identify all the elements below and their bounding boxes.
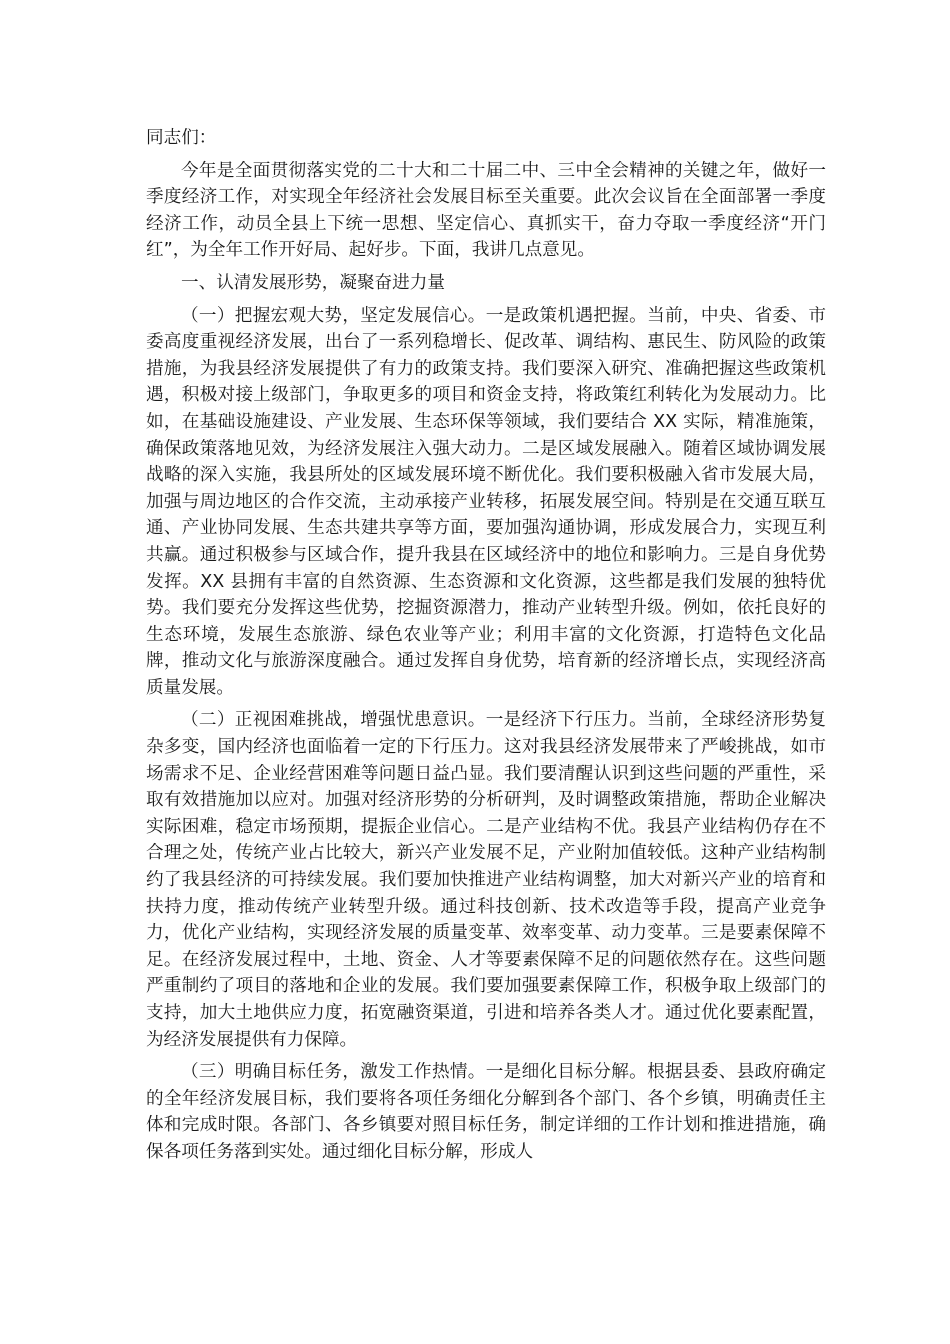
- intro-paragraph: 今年是全面贯彻落实党的二十大和二十届二中、三中全会精神的关键之年，做好一季度经济工作，对实现全年经济社会发展目标至关重要。此次会议旨在全面部署一季度经济工作，动员全县上下统一思想、坚定信心、真抓实干，奋力夺取一季度经济“开门红”，为全年工作开好局、起好步。下面，我讲几点意见。: [146, 160, 826, 261]
- section-heading: 一、认清发展形势，凝聚奋进力量: [181, 272, 445, 293]
- document-page: [146, 125, 826, 1172]
- paragraph-2: （二）正视困难挑战，增强忧患意识。一是经济下行压力。当前，全球经济形势复杂多变，国内经济也面临着一定的下行压力。这对我县经济发展带来了严峻挑战，如市场需求不足、企业经营困难等问题日益凸显。我们要清醒认识到这些问题的严重性，采取有效措施加以应对。加强对经济形势的分析研判，及时调整政策措施，帮助企业解决实际困难，稳定市场预期，提振企业信心。二是产业结构不优。我县产业结构仍存在不合理之处，传统产业占比较大，新兴产业发展不足，产业附加值较低。这种产业结构制约了我县经济的可持续发展。我们要加快推进产业结构调整，加大对新兴产业的培育和扶持力度，推动传统产业转型升级。通过科技创新、技术改造等手段，提高产业竞争力，优化产业结构，实现经济发展的质量变革、效率变革、动力变革。三是要素保障不足。在经济发展过程中，土地、资金、人才等要素保障不足的问题依然存在。这些问题严重制约了项目的落地和企业的发展。我们要加强要素保障工作，积极争取上级部门的支持，加大土地供应力度，拓宽融资渠道，引进和培养各类人才。通过优化要素配置，为经济发展提供有力保障。: [146, 710, 826, 1050]
- paragraph-1: （一）把握宏观大势，坚定发展信心。一是政策机遇把握。当前，中央、省委、市委高度重视经济发展，出台了一系列稳增长、促改革、调结构、惠民生、防风险的政策措施，为我县经济发展提供了有力的政策支持。我们要深入研究、准确把握这些政策机遇，积极对接上级部门，争取更多的项目和资金支持，将政策红利转化为发展动力。比如，在基础设施建设、产业发展、生态环保等领域，我们要结合 XX 实际，精准施策，确保政策落地见效，为经济发展注入强大动力。二是区域发展融入。随着区域协调发展战略的深入实施，我县所处的区域发展环境不断优化。我们要积极融入省市发展大局，加强与周边地区的合作交流，主动承接产业转移，拓展发展空间。特别是在交通互联互通、产业协同发展、生态共建共享等方面，要加强沟通协调，形成发展合力，实现互利共赢。通过积极参与区域合作，提升我县在区域经济中的地位和影响力。三是自身优势发挥。XX 县拥有丰富的自然资源、生态资源和文化资源，这些都是我们发展的独特优势。我们要充分发挥这些优势，挖掘资源潜力，推动产业转型升级。例如，依托良好的生态环境，发展生态旅游、绿色农业等产业；利用丰富的文化资源，打造特色文化品牌，推动文化与旅游深度融合。通过发挥自身优势，培育新的经济增长点，实现经济高质量发展。: [146, 305, 826, 698]
- greeting: 同志们：: [146, 128, 217, 148]
- paragraph-3: （三）明确目标任务，激发工作热情。一是细化目标分解。根据县委、县政府确定的全年经济发展目标，我们要将各项任务细化分解到各个部门、各个乡镇，明确责任主体和完成时限。各部门、各乡镇要对照目标任务，制定详细的工作计划和推进措施，确保各项任务落到实处。通过细化目标分解，形成人: [146, 1062, 826, 1162]
